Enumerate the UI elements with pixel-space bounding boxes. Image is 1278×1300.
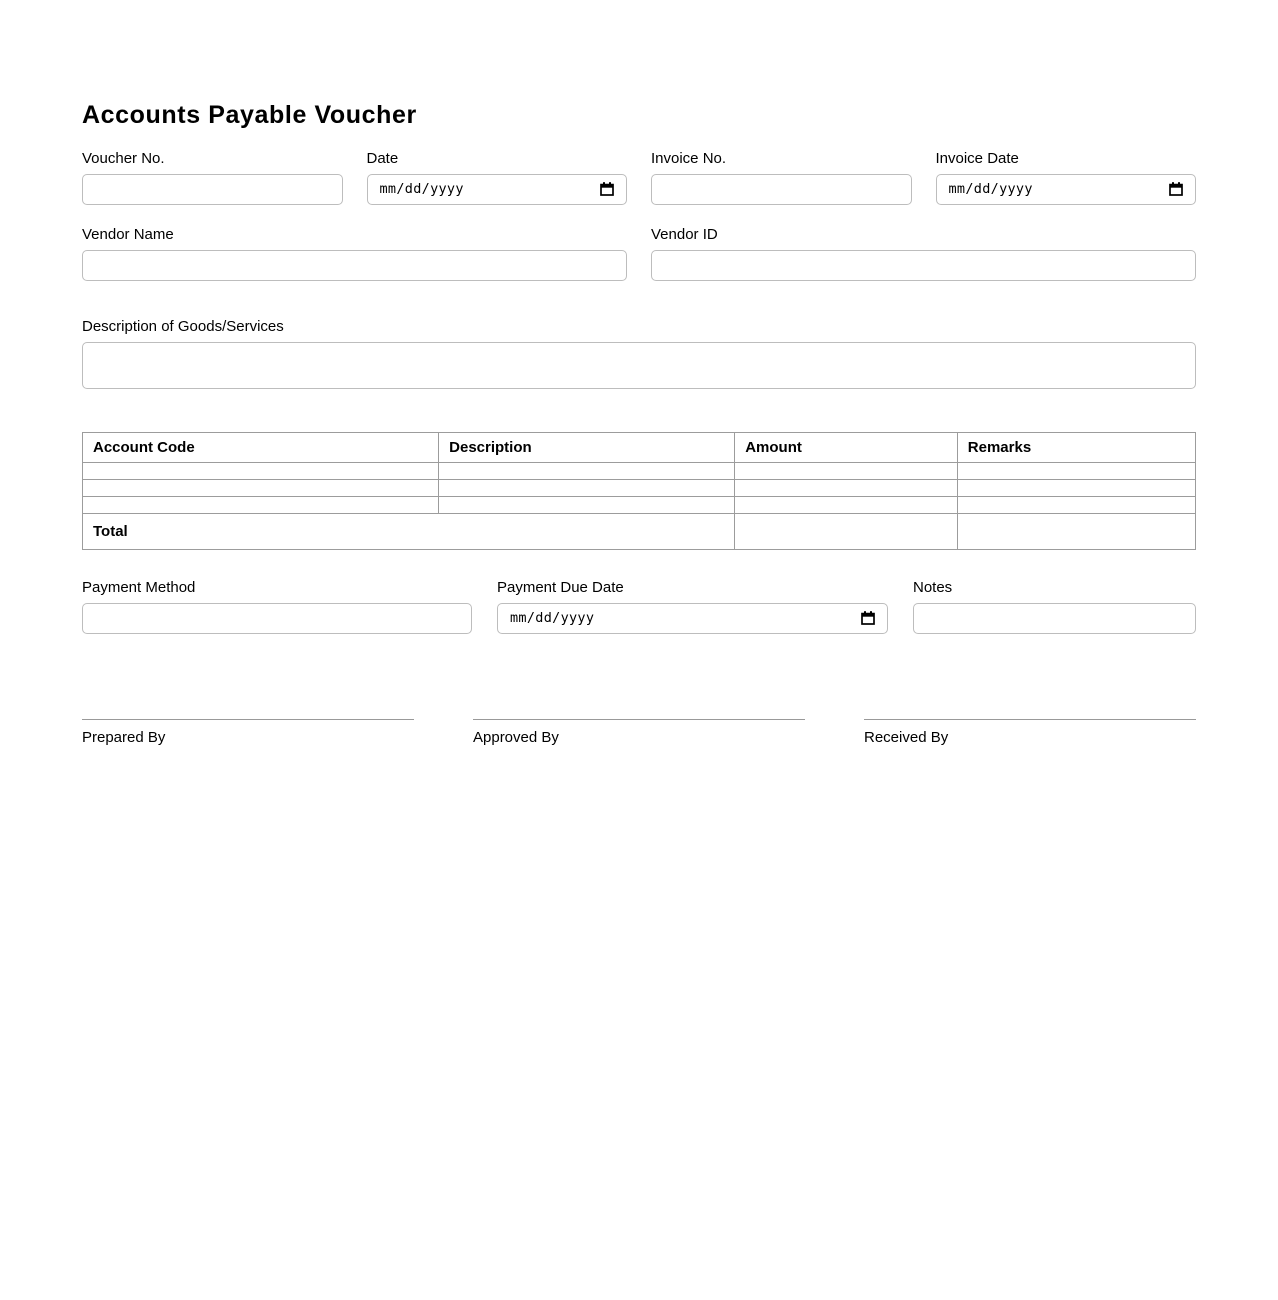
description-cell (439, 496, 735, 513)
invoice-date-placeholder: mm/dd/yyyy (948, 181, 1033, 198)
invoice-no-field (651, 150, 912, 205)
column-header-amount: Amount (735, 432, 958, 462)
account-code-cell (83, 462, 439, 479)
payment-fields-row (82, 579, 1196, 634)
vendor-id-label: Vendor ID (651, 225, 718, 243)
table-header-row (83, 432, 1196, 462)
notes-input[interactable] (913, 603, 1196, 634)
payment-due-date-field (497, 579, 888, 634)
date-input[interactable] (367, 174, 628, 205)
payment-method-input[interactable] (82, 603, 472, 634)
account-code-cell (83, 479, 439, 496)
date-placeholder: mm/dd/yyyy (379, 181, 464, 198)
invoice-date-input[interactable] (936, 174, 1197, 205)
vendor-name-field (82, 226, 627, 281)
calendar-icon[interactable] (599, 181, 615, 197)
voucher-no-input[interactable] (82, 174, 343, 205)
notes-field (913, 579, 1196, 634)
vendor-id-input[interactable] (651, 250, 1196, 281)
vendor-id-field (651, 226, 1196, 281)
remarks-cell (957, 479, 1195, 496)
signature-label: Prepared By (82, 728, 166, 746)
vendor-fields-row (82, 226, 1196, 281)
payment-method-label: Payment Method (82, 578, 196, 596)
remarks-cell (957, 462, 1195, 479)
signatures-section (82, 719, 1196, 746)
header-fields-row (82, 150, 1196, 205)
date-field (367, 150, 628, 205)
date-label: Date (366, 149, 399, 167)
payment-due-date-input[interactable] (497, 603, 888, 634)
total-label: Total (83, 513, 735, 549)
table-total-row (83, 513, 1196, 549)
calendar-icon[interactable] (860, 610, 876, 626)
voucher-no-field (82, 150, 343, 205)
table-row (83, 479, 1196, 496)
description-cell (439, 462, 735, 479)
amount-cell (735, 462, 958, 479)
description-cell (439, 479, 735, 496)
signature-label: Received By (864, 728, 949, 746)
page-title: Accounts Payable Voucher (82, 101, 417, 129)
signature-prepared-by (82, 719, 414, 746)
vendor-name-label: Vendor Name (82, 225, 174, 243)
account-code-cell (83, 496, 439, 513)
table-row (83, 496, 1196, 513)
amount-cell (735, 479, 958, 496)
remarks-cell (957, 496, 1195, 513)
signature-approved-by (473, 719, 805, 746)
signature-received-by (864, 719, 1196, 746)
description-textarea[interactable] (82, 342, 1196, 389)
notes-label: Notes (913, 578, 953, 596)
invoice-date-field (936, 150, 1197, 205)
column-header-description: Description (439, 432, 735, 462)
amount-cell (735, 496, 958, 513)
invoice-date-label: Invoice Date (935, 149, 1019, 167)
table-row (83, 462, 1196, 479)
invoice-no-label: Invoice No. (651, 149, 727, 167)
description-label: Description of Goods/Services (82, 317, 284, 335)
signature-label: Approved By (473, 728, 559, 746)
invoice-no-input[interactable] (651, 174, 912, 205)
description-field (82, 318, 1196, 394)
payment-due-date-label: Payment Due Date (497, 578, 624, 596)
total-remarks-cell (957, 513, 1195, 549)
calendar-icon[interactable] (1168, 181, 1184, 197)
voucher-no-label: Voucher No. (82, 149, 165, 167)
column-header-account-code: Account Code (83, 432, 439, 462)
column-header-remarks: Remarks (957, 432, 1195, 462)
total-amount-cell (735, 513, 958, 549)
payment-method-field (82, 579, 472, 634)
payment-due-date-placeholder: mm/dd/yyyy (510, 610, 595, 627)
vendor-name-input[interactable] (82, 250, 627, 281)
line-items-table (82, 432, 1196, 550)
